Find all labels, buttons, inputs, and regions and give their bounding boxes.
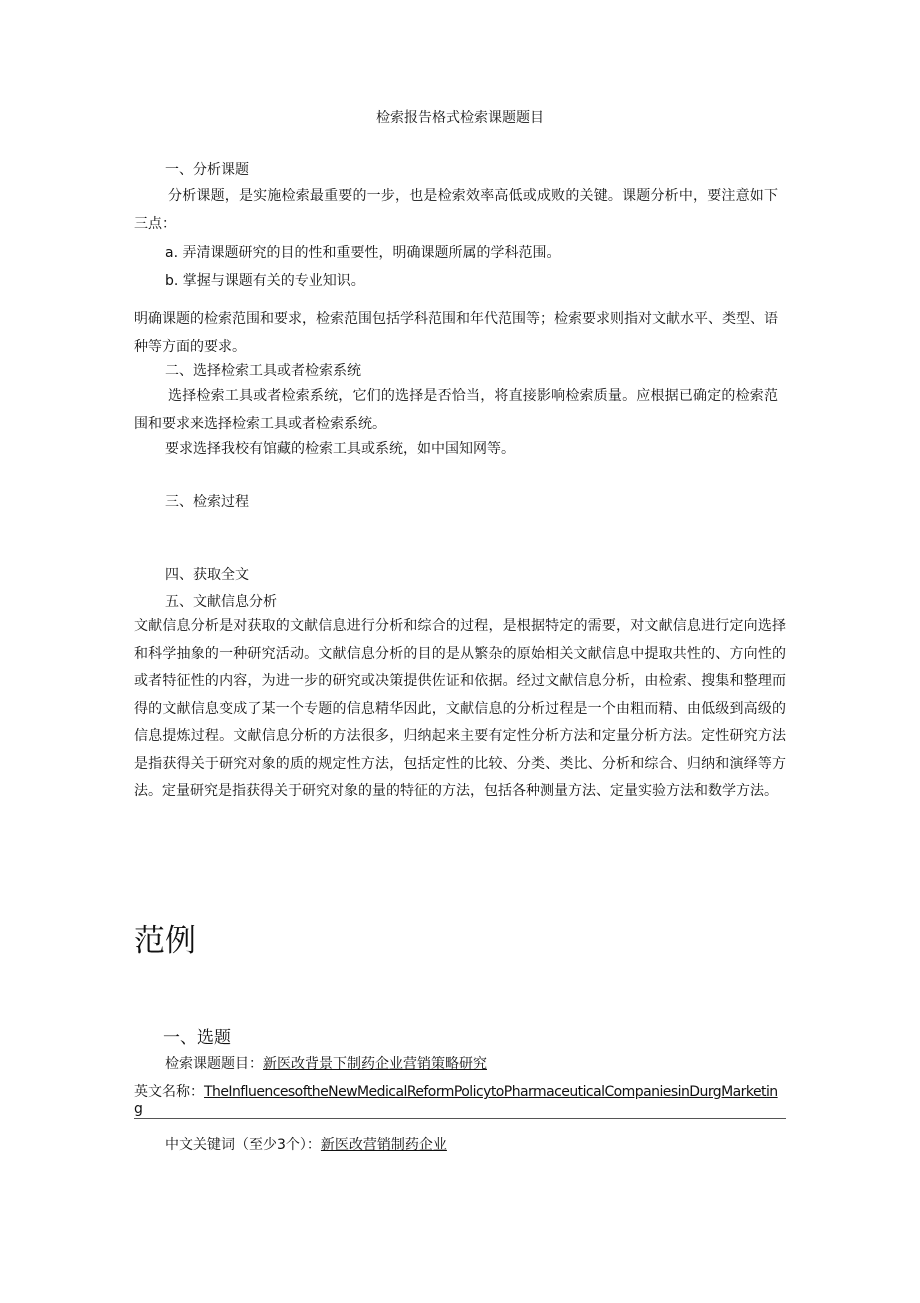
topic-label: 检索课题题目： <box>165 1056 263 1072</box>
section-heading-analyze: 一、分析课题 <box>165 162 249 178</box>
paragraph-analysis: 文献信息分析是对获取的文献信息进行分析和综合的过程，是根据特定的需要，对文献信息进行定向选择和科学抽象的一种研究活动。文献信息分析的目的是从繁杂的原始相关文献信息中提取共性的、方向性的或者特征性的内容，为进一步的研究或决策提供佐证和依据。经过文献信息分析，由检索、搜集和整理而得的文献信息变成了某一个专题的信息精华因此，文献信息的分析过程是一个由粗而精、由低级到高级的信息提炼过程。文献信息分析的方法很多，归纳起来主要有定性分析方法和定量分析方法。定性研究方法是指获得关于研究对象的质的规定性方法，包括定性的比较、分类、类比、分析和综合、归纳和演绎等方法。定量研究是指获得关于研究对象的量的特征的方法，包括各种测量方法、定量实验方法和数学方法。 <box>134 618 786 799</box>
english-name-value: TheInfluencesoftheNewMedicalReformPolicytoPharmaceuticalCompaniesinDurgMarketin <box>204 1084 778 1100</box>
paragraph-tools: 选择检索工具或者检索系统，它们的选择是否恰当，将直接影响检索质量。应根据已确定的检索范围和要求来选择检索工具或者检索系统。 <box>134 388 778 432</box>
paragraph-analyze: 分析课题，是实施检索最重要的一步，也是检索效率高低或成败的关键。课题分析中，要注意如下三点： <box>134 188 778 232</box>
section-heading-analysis: 五、文献信息分析 <box>165 594 277 610</box>
paragraph-scope: 明确课题的检索范围和要求，检索范围包括学科范围和年代范围等；检索要求则指对文献水平、类型、语种等方面的要求。 <box>134 311 778 355</box>
topic-value: 新医改背景下制药企业营销策略研究 <box>263 1056 487 1072</box>
example-section-topic: 一、选题 <box>163 1028 231 1048</box>
english-name-wrap: g <box>134 1101 143 1117</box>
section-heading-process: 三、检索过程 <box>165 494 249 510</box>
divider-line <box>134 1118 786 1119</box>
list-item-a: a. 弄清课题研究的目的性和重要性，明确课题所属的学科范围。 <box>165 245 561 261</box>
keywords-label: 中文关键词（至少3个）： <box>165 1137 321 1153</box>
english-name-line <box>134 1082 786 1102</box>
english-name-label: 英文名称： <box>134 1084 204 1100</box>
list-item-b: b. 掌握与课题有关的专业知识。 <box>165 273 365 289</box>
example-heading: 范例 <box>134 923 196 959</box>
section-heading-fulltext: 四、获取全文 <box>165 567 249 583</box>
keywords-value: 新医改营销制药企业 <box>320 1137 447 1153</box>
section-heading-tools: 二、选择检索工具或者检索系统 <box>165 363 361 379</box>
keywords-line <box>165 1135 447 1155</box>
topic-line <box>165 1054 487 1074</box>
paragraph-tools-requirement: 要求选择我校有馆藏的检索工具或系统，如中国知网等。 <box>165 441 515 457</box>
document-title: 检索报告格式检索课题题目 <box>376 110 544 126</box>
